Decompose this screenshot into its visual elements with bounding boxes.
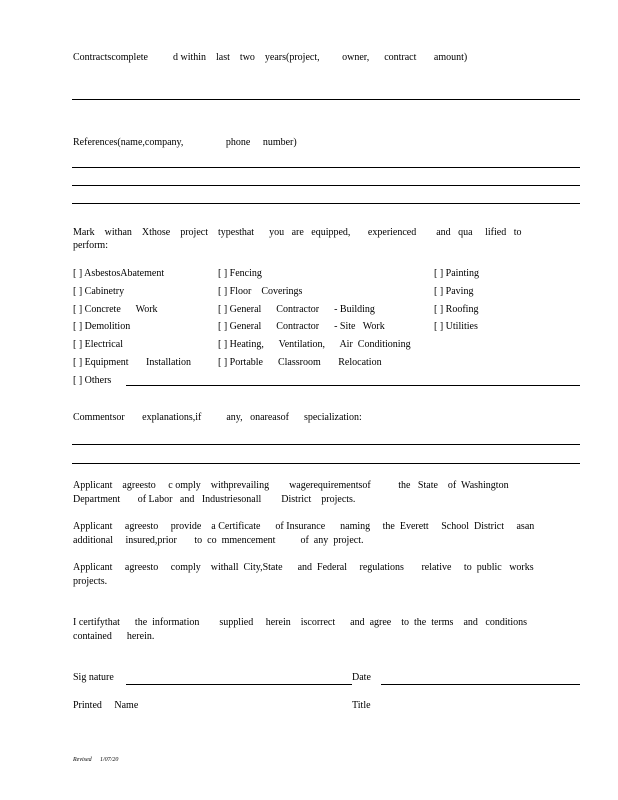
checkbox-equipment-installation[interactable]: [ ] Equipment Installation: [73, 357, 192, 368]
prevailing-wage-statement-cont: Department of Labor and Industriesonall District projects.: [73, 494, 356, 505]
revised-date: 1/07/20: [100, 757, 119, 763]
comments-line-1[interactable]: [72, 444, 580, 445]
references-line-3[interactable]: [72, 203, 580, 204]
project-types-intro: Mark withan Xthose project typesthat you are equipped, experienced and qua lified to: [73, 227, 522, 238]
certify-statement: I certifythat the information supplied herein iscorrect and agree to the terms and conditions: [73, 617, 528, 628]
checkbox-gc-building[interactable]: [ ] General Contractor - Building: [218, 304, 375, 315]
comments-label: Commentsor explanations,if any, onareasof specialization:: [73, 412, 362, 423]
checkbox-fencing[interactable]: [ ] Fencing: [218, 268, 262, 279]
checkbox-asbestos-abatement[interactable]: [ ] AsbestosAbatement: [73, 268, 165, 279]
checkbox-paving[interactable]: [ ] Paving: [434, 286, 474, 297]
certify-statement-cont: contained herein.: [73, 631, 155, 642]
references-line-2[interactable]: [72, 185, 580, 186]
regulations-statement: Applicant agreesto comply withall City,State and Federal regulations relative to public works: [73, 562, 534, 573]
insurance-statement: Applicant agreesto provide a Certificate of Insurance naming the Everett School District asan: [73, 521, 535, 532]
insurance-statement-cont: additional insured,prior to co mmencement of any project.: [73, 535, 364, 546]
date-input-line[interactable]: [381, 684, 580, 685]
checkbox-hvac[interactable]: [ ] Heating, Ventilation, Air Conditioning: [218, 339, 411, 350]
contracts-input-line[interactable]: [72, 99, 580, 100]
checkbox-cabinetry[interactable]: [ ] Cabinetry: [73, 286, 125, 297]
signature-input-line[interactable]: [126, 684, 352, 685]
checkbox-utilities[interactable]: [ ] Utilities: [434, 321, 478, 332]
comments-line-2[interactable]: [72, 463, 580, 464]
checkbox-gc-site-work[interactable]: [ ] General Contractor - Site Work: [218, 321, 385, 332]
others-input-line[interactable]: [126, 385, 580, 386]
contracts-label: Contractscomplete d within last two years(project, owner, contract amount): [73, 52, 468, 63]
checkbox-roofing[interactable]: [ ] Roofing: [434, 304, 479, 315]
references-label: References(name,company, phone number): [73, 137, 297, 148]
revised-label: Revised: [73, 757, 92, 763]
project-types-intro-cont: perform:: [73, 240, 108, 251]
checkbox-portable-classroom[interactable]: [ ] Portable Classroom Relocation: [218, 357, 382, 368]
checkbox-electrical[interactable]: [ ] Electrical: [73, 339, 123, 350]
checkbox-others[interactable]: [ ] Others: [73, 375, 112, 386]
checkbox-demolition[interactable]: [ ] Demolition: [73, 321, 131, 332]
checkbox-painting[interactable]: [ ] Painting: [434, 268, 479, 279]
references-line-1[interactable]: [72, 167, 580, 168]
signature-label: Sig nature: [73, 672, 114, 683]
date-label: Date: [352, 672, 371, 683]
checkbox-floor-coverings[interactable]: [ ] Floor Coverings: [218, 286, 303, 297]
checkbox-concrete-work[interactable]: [ ] Concrete Work: [73, 304, 158, 315]
printed-name-label: Printed Name: [73, 700, 139, 711]
regulations-statement-cont: projects.: [73, 576, 108, 587]
title-label: Title: [352, 700, 371, 711]
prevailing-wage-statement: Applicant agreesto c omply withprevailing wagerequirementsof the State of Washington: [73, 480, 509, 491]
